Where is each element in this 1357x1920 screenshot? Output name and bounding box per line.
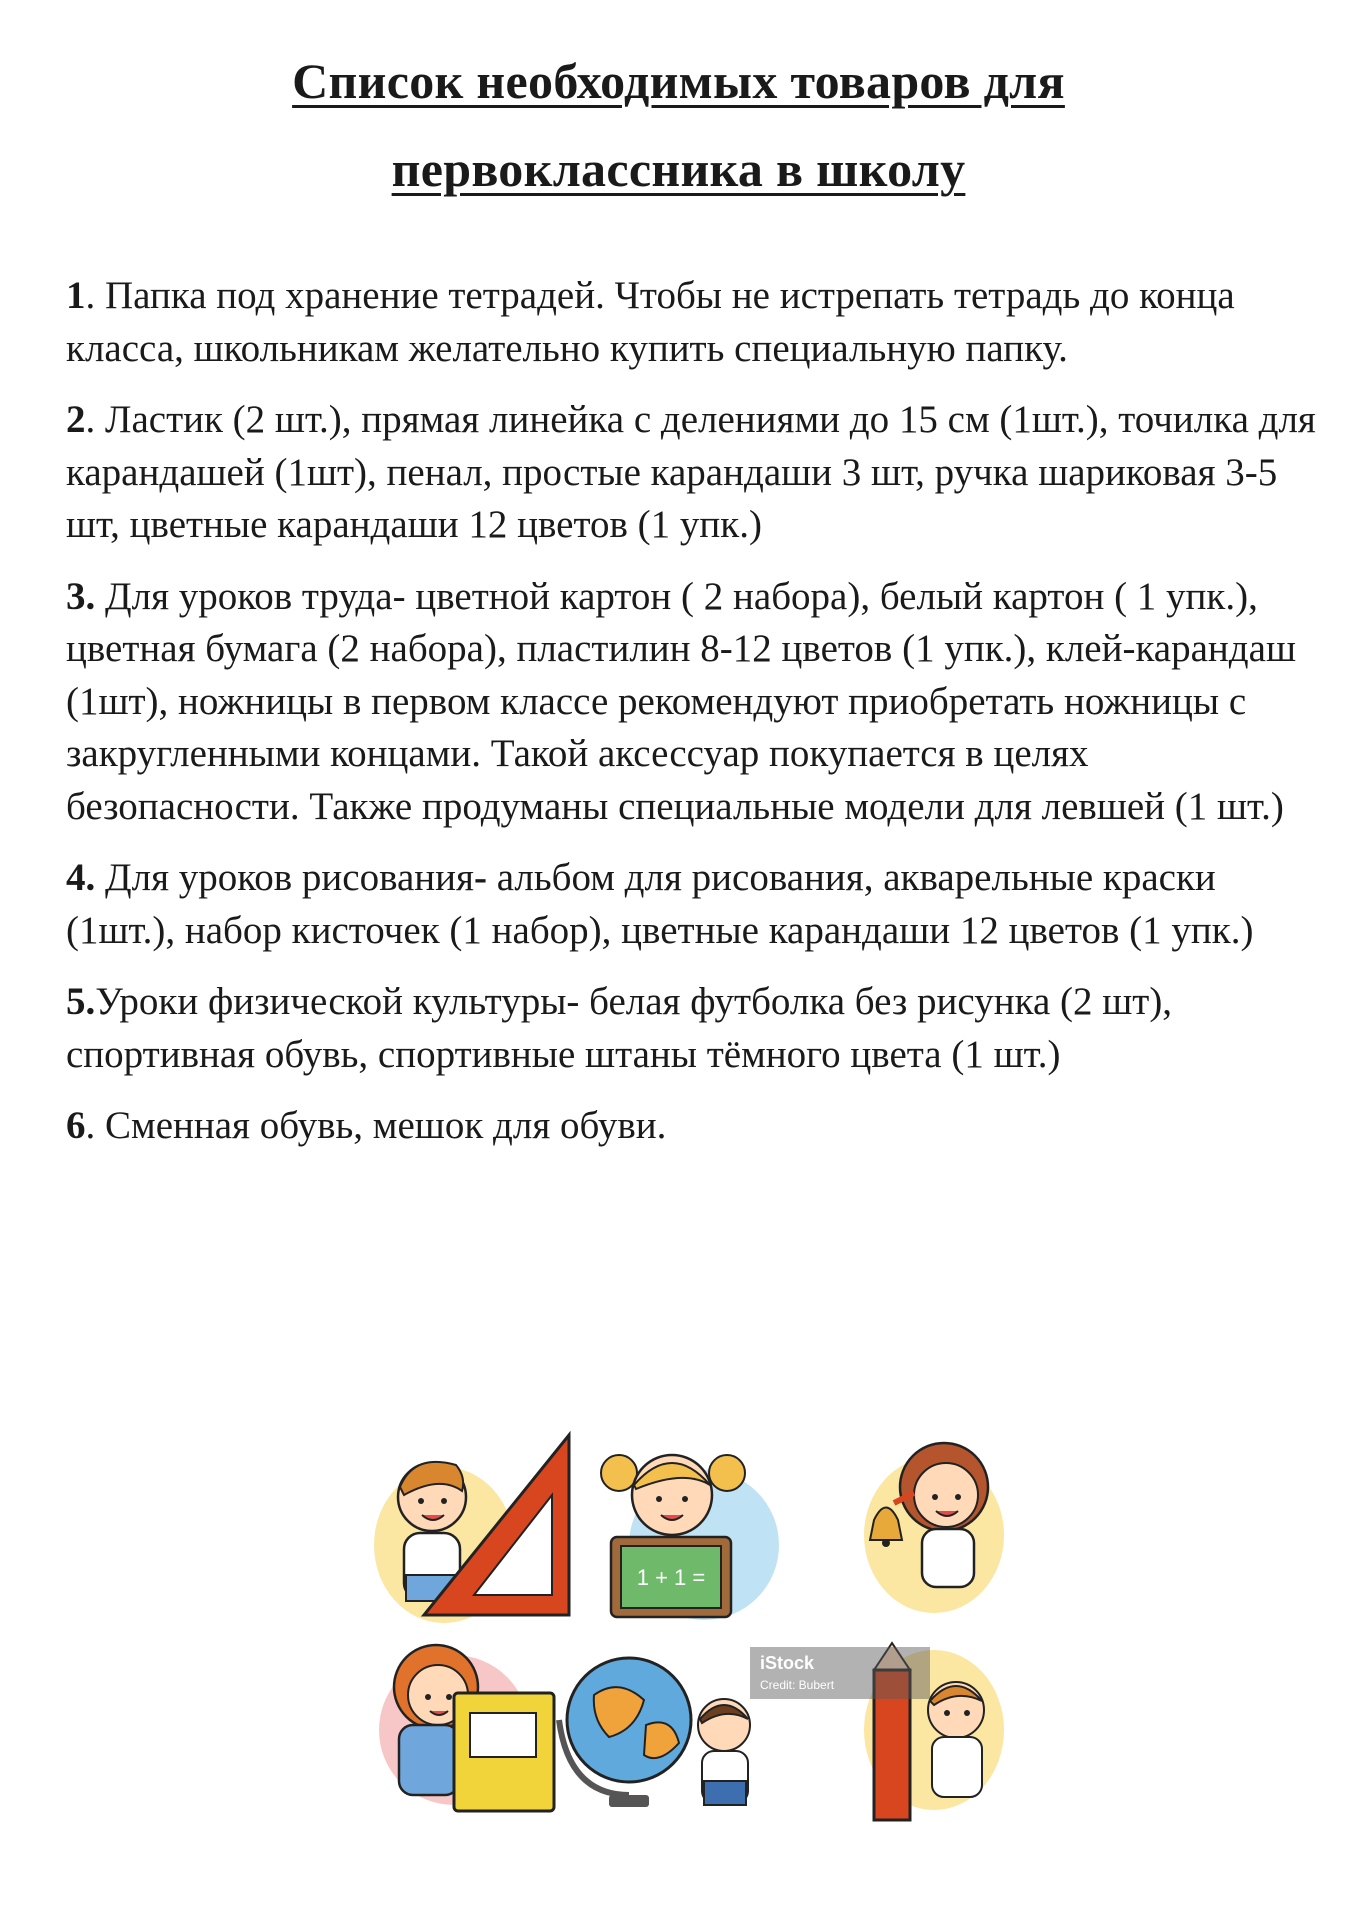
list-item <box>66 571 1326 834</box>
item-dash: - <box>473 856 487 899</box>
girl-with-chalkboard-icon <box>601 1455 779 1620</box>
girl-with-book-icon <box>379 1645 554 1811</box>
item-number: 2 <box>66 398 86 441</box>
list-item <box>66 394 1326 552</box>
list-item <box>66 852 1326 957</box>
watermark-brand: iStock <box>760 1653 815 1673</box>
item-text: альбом для рисования, акварельные краски (1шт.), набор кисточек (1 набор), цветные карандаши 12 цветов (1 упк.) <box>66 856 1254 952</box>
girl-with-bell-icon <box>864 1443 1004 1613</box>
item-number: 4. <box>66 856 96 899</box>
item-text: . Папка под хранение тетрадей. Чтобы не истрепать тетрадь до конца класса, школьникам желательно купить специальную папку. <box>66 274 1235 370</box>
item-number: 1 <box>66 274 86 317</box>
item-number: 6 <box>66 1104 86 1147</box>
watermark-credit: Credit: Bubert <box>760 1678 835 1692</box>
watermark <box>750 1647 930 1699</box>
list-item <box>66 1100 1326 1153</box>
item-text: Для уроков труда- цветной картон ( 2 набора), белый картон ( 1 упк.), цветная бумага (2 набора), пластилин 8-12 цветов (1 упк.), клей-карандаш (1шт), ножницы в первом классе рекомендуют приобретать ножницы с закругленными концами. Такой аксессуар покупается в целях безопасности. Также продуманы специальные модели для левшей (1 шт.) <box>66 574 1296 828</box>
title-line-2: первоклассника в школу <box>391 141 966 197</box>
item-text: Уроки физической культуры- белая футболка без рисунка (2 шт), спортивная обувь, спортивные штаны тёмного цвета (1 шт.) <box>66 980 1173 1076</box>
item-number: 5. <box>66 980 96 1023</box>
item-text-prefix: Для уроков рисования <box>95 856 474 899</box>
item-text: . Сменная обувь, мешок для обуви. <box>85 1104 667 1147</box>
list-item <box>66 270 1326 375</box>
item-list <box>66 270 1326 1172</box>
item-number: 3. <box>66 574 96 618</box>
kid-with-triangle-ruler-icon <box>374 1435 569 1623</box>
title-line-1: Список необходимых товаров для <box>292 53 1065 109</box>
item-text: . Ластик (2 шт.), прямая линейка с делениями до 15 см (1шт.), точилка для карандашей (1шт), пенал, простые карандаши 3 шт, ручка шариковая 3-5 шт, цветные карандаши 12 цветов (1 упк.) <box>66 398 1316 546</box>
school-kids-illustration <box>374 1425 1014 1835</box>
chalkboard-text: 1 + 1 = <box>636 1565 706 1590</box>
kid-with-globe-icon <box>559 1645 750 1807</box>
list-item <box>66 976 1326 1081</box>
